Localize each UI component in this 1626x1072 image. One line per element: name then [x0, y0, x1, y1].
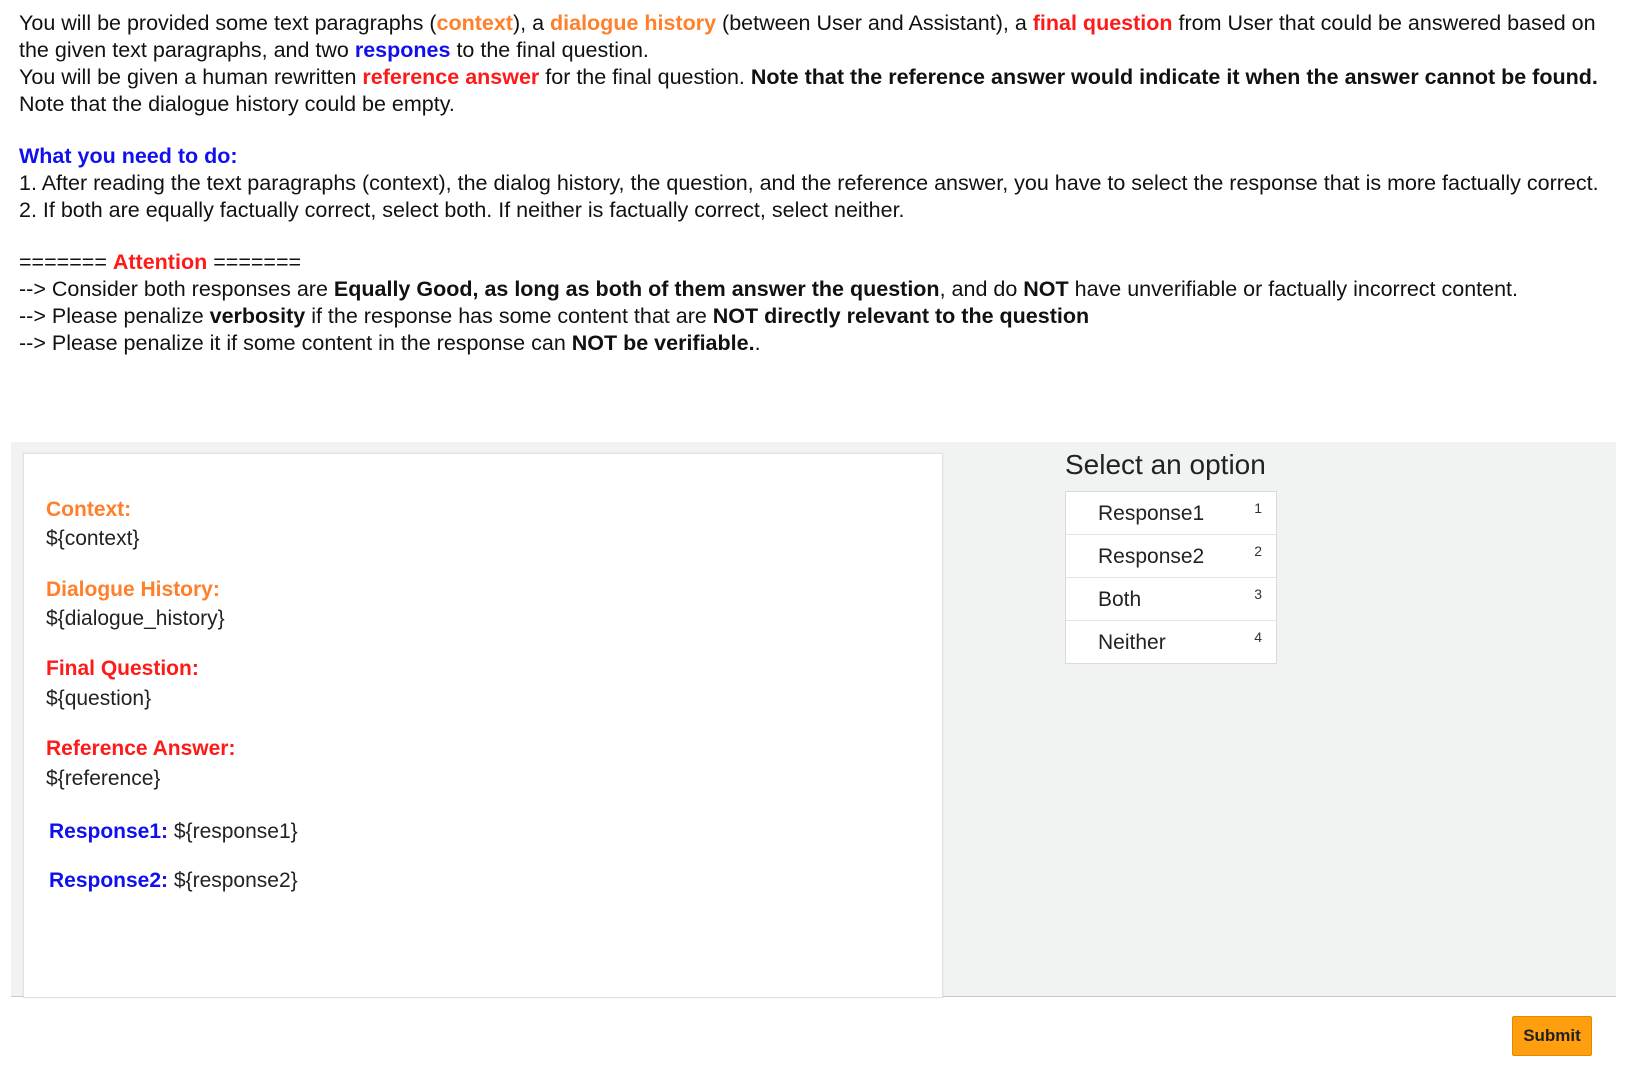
attention-emphasis: as long as both of them answer the question — [484, 277, 940, 301]
option-neither[interactable] — [1066, 621, 1276, 663]
option-shortcut-key: 4 — [1254, 629, 1262, 645]
reference-answer-value: ${reference} — [46, 767, 161, 790]
todo-step-1: 1. After reading the text paragraphs (context), the dialog history, the question, and the reference answer, you have to select the response that is more factually correct. — [19, 171, 1599, 195]
item-card — [23, 453, 943, 998]
attention-text: --> Please penalize it if some content in the response can — [19, 331, 572, 355]
submit-button[interactable]: Submit — [1512, 1016, 1592, 1056]
context-label: Context: — [46, 498, 132, 521]
dialogue-history-label: Dialogue History: — [46, 578, 220, 601]
intro-paragraph-1 — [19, 10, 1609, 64]
attention-emphasis: NOT be verifiable. — [571, 331, 755, 355]
response1-value: ${response1} — [168, 820, 298, 843]
context-value: ${context} — [46, 527, 140, 550]
option-label: Response2 — [1098, 545, 1205, 568]
attention-bars: ======= — [213, 250, 302, 274]
intro-text: You will be given a human rewritten — [19, 65, 363, 89]
response2-line — [49, 869, 298, 893]
attention-emphasis: Equally Good — [333, 277, 473, 301]
attention-emphasis: NOT directly relevant to the question — [712, 304, 1090, 328]
responses-term: respones — [354, 38, 451, 62]
intro-text: ), a — [512, 11, 551, 35]
todo-step-2: 2. If both are equally factually correct, select both. If neither is factually correct, select neither. — [19, 198, 905, 222]
option-shortcut-key: 3 — [1254, 586, 1262, 602]
final-question-label: Final Question: — [46, 657, 199, 680]
reference-answer-label: Reference Answer: — [46, 737, 236, 760]
intro-text: You will be provided some text paragraphs ( — [19, 11, 437, 35]
context-term: context — [436, 11, 513, 35]
option-response2[interactable] — [1066, 535, 1276, 578]
attention-text: --> Consider both responses are — [19, 277, 334, 301]
intro-text: to the final question. — [450, 38, 649, 62]
option-label: Response1 — [1098, 502, 1205, 525]
intro-text: from User that could be answered based on the given text paragraphs, and two — [19, 11, 1596, 62]
attention-line-2 — [19, 303, 1609, 330]
option-response1[interactable] — [1066, 492, 1276, 535]
response1-label: Response1: — [49, 820, 169, 843]
instructions — [19, 10, 1609, 357]
attention-emphasis: , — [472, 277, 485, 301]
response2-label: Response2: — [49, 869, 169, 892]
intro-text: (between User and Assistant), a — [716, 11, 1033, 35]
intro-paragraph-3: Note that the dialogue history could be empty. — [19, 92, 455, 116]
attention-text: --> Please penalize — [19, 304, 210, 328]
final-question-term: final question — [1032, 11, 1173, 35]
attention-line-1 — [19, 276, 1609, 303]
option-list — [1065, 491, 1277, 664]
option-both[interactable] — [1066, 578, 1276, 621]
attention-text: have unverifiable or factually incorrect content. — [1068, 277, 1519, 301]
reference-note: Note that the reference answer would indicate it when the answer cannot be found. — [750, 65, 1598, 89]
attention-line-3 — [19, 330, 1609, 357]
option-shortcut-key: 1 — [1254, 500, 1262, 516]
option-label: Both — [1098, 588, 1142, 611]
annotation-workspace — [11, 442, 1616, 997]
attention-title: Attention — [112, 250, 208, 274]
dialogue-history-value: ${dialogue_history} — [46, 607, 225, 630]
attention-heading — [19, 249, 1609, 276]
todo-heading: What you need to do: — [19, 144, 238, 168]
attention-text: if the response has some content that are — [305, 304, 713, 328]
attention-emphasis: verbosity — [209, 304, 306, 328]
final-question-value: ${question} — [46, 687, 152, 710]
attention-text: . — [754, 331, 761, 355]
attention-bars: ======= — [19, 250, 107, 274]
intro-text: for the final question. — [539, 65, 751, 89]
option-label: Neither — [1098, 631, 1166, 654]
select-option-title: Select an option — [1065, 449, 1266, 480]
reference-answer-term: reference answer — [362, 65, 540, 89]
dialogue-history-term: dialogue history — [550, 11, 717, 35]
attention-text: , and do — [939, 277, 1024, 301]
attention-emphasis: NOT — [1023, 277, 1069, 301]
option-shortcut-key: 2 — [1254, 543, 1262, 559]
response1-line — [49, 820, 298, 844]
intro-paragraph-2 — [19, 64, 1609, 91]
response2-value: ${response2} — [168, 869, 298, 892]
